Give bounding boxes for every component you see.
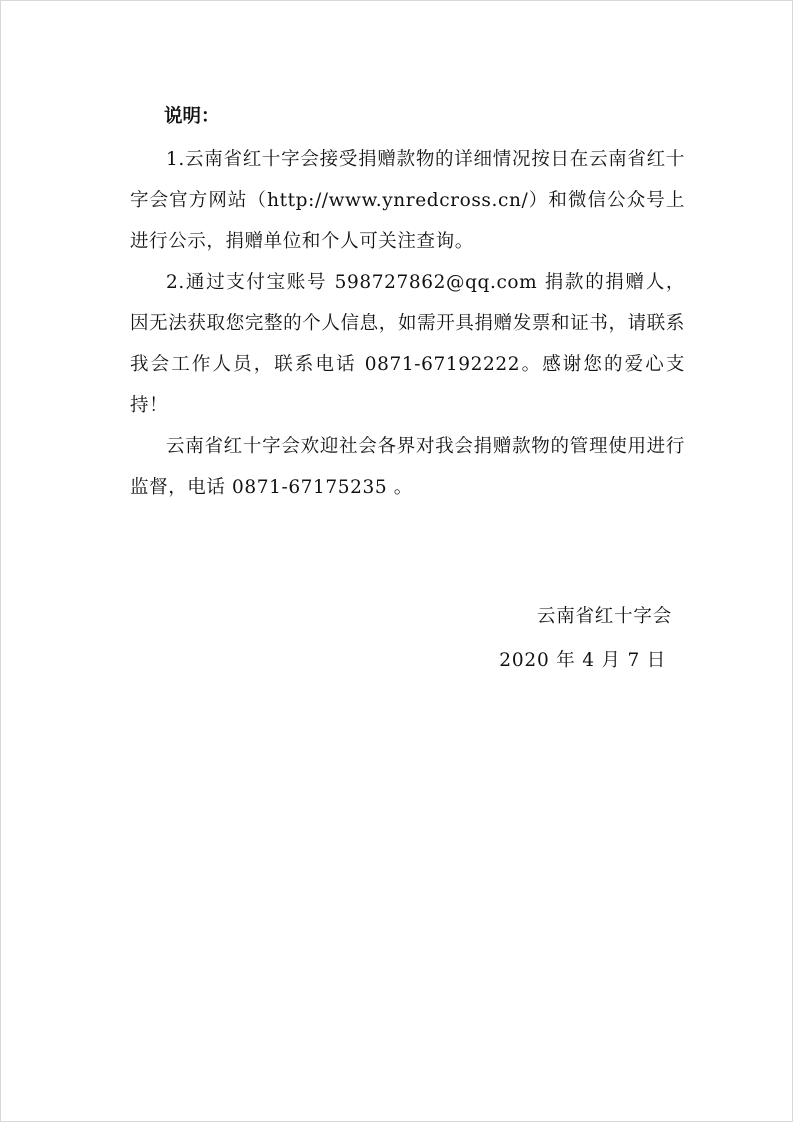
note-item-alipay-donation: 2.通过支付宝账号 598727862@qq.com 捐款的捐赠人，因无法获取您完整的个人信息，如需开具捐赠发票和证书，请联系我会工作人员，联系电话 0871-67192222。感谢您的爱心支持！: [130, 272, 685, 416]
note-item-website-publicity: 1.云南省红十字会接受捐赠款物的详细情况按日在云南省红十字会官方网站（http://www.ynredcross.cn/）和微信公众号上进行公示，捐赠单位和个人可关注查询。: [130, 149, 685, 252]
notes-heading: 说明：: [164, 106, 220, 127]
note-item-supervision: 云南省红十字会欢迎社会各界对我会捐赠款物的管理使用进行监督，电话 0871-67175235 。: [130, 436, 685, 498]
signature-organization: 云南省红十字会: [536, 606, 672, 627]
document-body: [130, 95, 685, 508]
signature-date: 2020 年 4 月 7 日: [499, 650, 666, 671]
